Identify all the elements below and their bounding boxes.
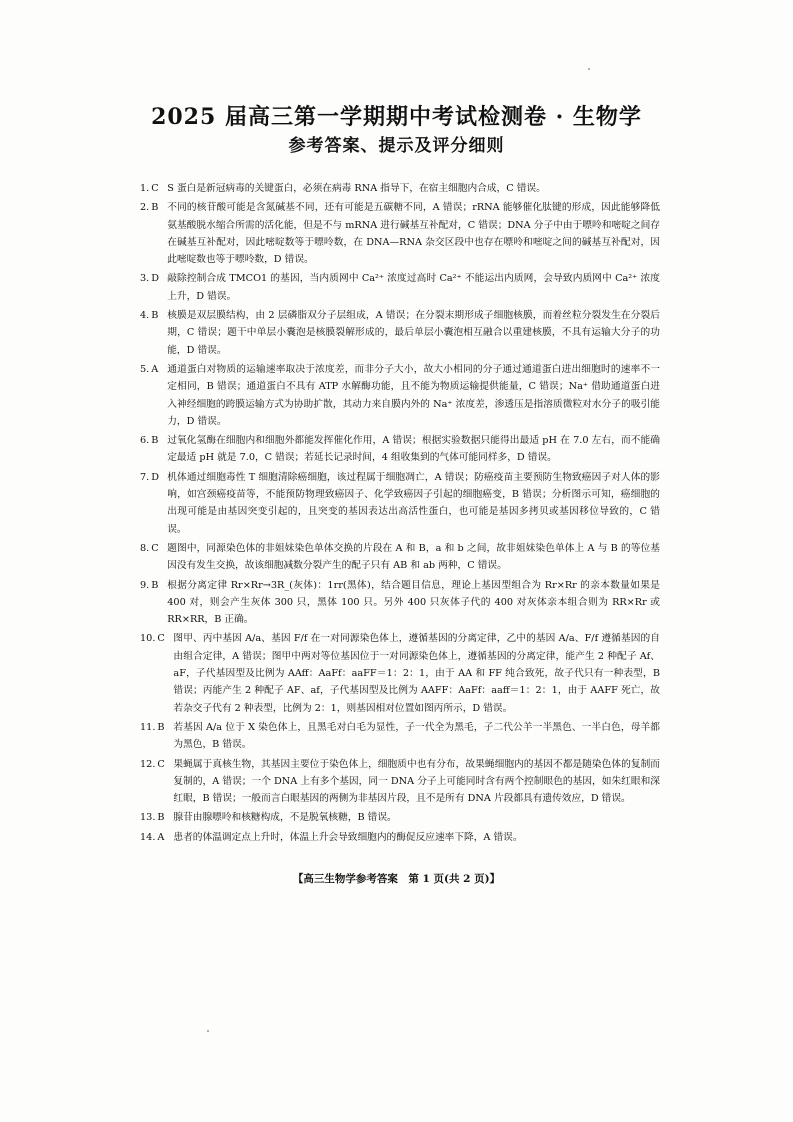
answer-item bbox=[140, 432, 660, 467]
answer-explanation: S 蛋白是新冠病毒的关键蛋白，必须在病毒 RNA 指导下，在宿主细胞内合成，C 错误。 bbox=[167, 183, 546, 194]
answer-item bbox=[140, 199, 660, 268]
answer-letter: B bbox=[151, 435, 159, 447]
question-label bbox=[140, 199, 167, 268]
question-number: 13. bbox=[140, 812, 156, 824]
question-number: 3. bbox=[140, 273, 150, 285]
question-number: 7. bbox=[140, 471, 150, 483]
question-label bbox=[140, 829, 173, 846]
answer-explanation: 核膜是双层膜结构，由 2 层磷脂双分子层组成，A 错误；在分裂末期形成子细胞核膜，而着丝粒分裂发生在分裂后期，C 错误；题干中单层小囊泡是核膜裂解形成的，最后单层小囊泡相互融合以重建核膜，不具有运输大分子的功能，D 错误。 bbox=[167, 310, 660, 356]
question-label bbox=[140, 630, 173, 716]
answer-letter: B bbox=[157, 812, 165, 824]
question-number: 9. bbox=[140, 579, 150, 591]
scan-speck bbox=[588, 68, 590, 70]
answer-explanation: 过氧化氢酶在细胞内和细胞外都能发挥催化作用，A 错误；根据实验数据只能得出最适 pH 在 7.0 左右，而不能确定最适 pH 就是 7.0，C 错误；若延长记录时间，4 组收集到的气体可能同样多，D 错误。 bbox=[167, 435, 660, 464]
question-number: 8. bbox=[140, 542, 150, 554]
answer-item bbox=[140, 756, 660, 808]
answer-explanation: 图甲、丙中基因 A/a、基因 F/f 在一对同源染色体上，遵循基因的分离定律，乙中的基因 A/a、F/f 遵循基因的自由组合定律，A 错误；图甲中两对等位基因位于一对同源染色体上，遵循基因的分离定律，能产生 2 种配子 Af、aF，子代基因型及比例为 AAff：AaFf：aaFF＝1：2：1，由于 AA 和 FF 纯合致死，故子代只有一种表型，B 错误；丙能产生 2 种配子 AF、af，子代基因型及比例为 AAFF：AaFf：aaff＝1：2：1，由于 AAFF 死亡，故若杂交子代有 2 种表型，比例为 2：1，则基因相对位置如图丙所示，D 错误。 bbox=[173, 633, 660, 714]
document-subtitle: 参考答案、提示及评分细则 bbox=[288, 136, 505, 156]
answer-item bbox=[140, 361, 660, 430]
answer-item bbox=[140, 270, 660, 305]
question-number: 5. bbox=[140, 363, 150, 375]
question-number: 1. bbox=[140, 183, 150, 194]
answer-item bbox=[140, 307, 660, 359]
question-label bbox=[140, 361, 167, 430]
answer-item bbox=[140, 719, 660, 754]
answer-explanation: 根据分离定律 Rr×Rr→3R_(灰体)：1rr(黑体)，结合题目信息，理论上基因型组合为 Rr×Rr 的亲本数量如果是 400 对，则会产生灰体 300 只，黑体 100 只。另外 400 只灰体子代的 400 对灰体亲本组合则为 RR×Rr 或 RR×RR，B 正确。 bbox=[167, 579, 660, 626]
page-footer: 【高三生物学参考答案 第 1 页(共 2 页)】 bbox=[292, 873, 501, 885]
question-number: 6. bbox=[140, 435, 150, 447]
document-title: 2025 届高三第一学期期中考试检测卷 · 生物学 bbox=[151, 104, 642, 130]
question-label bbox=[140, 719, 173, 754]
answer-letter: C bbox=[151, 183, 159, 194]
question-number: 11. bbox=[140, 721, 156, 733]
question-number: 2. bbox=[140, 202, 150, 214]
answer-explanation: 敲除控制合成 TMCO1 的基因，当内质网中 Ca²⁺ 浓度过高时 Ca²⁺ 不能运出内质网，会导致内质网中 Ca²⁺ 浓度上升，D 错误。 bbox=[167, 273, 660, 302]
answer-explanation: 患者的体温调定点上升时，体温上升会导致细胞内的酶促反应速率下降，A 错误。 bbox=[173, 831, 523, 843]
question-label bbox=[140, 577, 167, 629]
answer-item bbox=[140, 829, 660, 846]
answer-letter: D bbox=[151, 471, 160, 483]
question-label bbox=[140, 307, 167, 359]
answer-letter: B bbox=[151, 202, 159, 214]
answer-letter: B bbox=[151, 579, 159, 591]
answer-letter: C bbox=[157, 633, 165, 645]
answer-letter: D bbox=[151, 273, 160, 285]
answer-letter: A bbox=[157, 831, 165, 843]
answer-letter: C bbox=[151, 542, 159, 554]
answer-letter: A bbox=[151, 363, 159, 375]
scan-speck bbox=[207, 1030, 209, 1032]
question-label bbox=[140, 180, 167, 197]
question-label bbox=[140, 540, 167, 575]
answer-item bbox=[140, 809, 660, 826]
question-number: 12. bbox=[140, 758, 156, 770]
question-label bbox=[140, 432, 167, 467]
answer-letter: B bbox=[151, 310, 159, 322]
question-number: 14. bbox=[140, 831, 156, 843]
question-label bbox=[140, 756, 173, 808]
answer-item bbox=[140, 630, 660, 716]
answer-explanation: 若基因 A/a 位于 X 染色体上，且黑毛对白毛为显性，子一代全为黑毛，子二代公羊一半黑色、一半白色，母羊都为黑色，B 错误。 bbox=[173, 721, 660, 751]
answer-explanation: 通道蛋白对物质的运输速率取决于浓度差，而非分子大小，故大小相同的分子通过通道蛋白进出细胞时的速率不一定相同，B 错误；通道蛋白不具有 ATP 水解酶功能，且不能为物质运输提供能量，C 错误；Na⁺ 借助通道蛋白进入神经细胞的跨膜运输方式为协助扩散，其动力来自膜内外的 Na⁺ 浓度差，渗透压是指溶质微粒对水分子的吸引能力，D 错误。 bbox=[167, 363, 660, 427]
question-label bbox=[140, 469, 167, 538]
answer-explanation: 果蝇属于真核生物，其基因主要位于染色体上，细胞质中也有分布，故果蝇细胞内的基因不都是随染色体的复制而复制的，A 错误；一个 DNA 上有多个基因，同一 DNA 分子上可能同时含有两个控制眼色的基因，如朱红眼和深红眼，B 错误；一般而言白眼基因的两侧为非基因片段，且不是所有 DNA 片段都具有遗传效应，D 错误。 bbox=[173, 758, 660, 805]
answer-list bbox=[140, 180, 660, 848]
answer-letter: B bbox=[157, 721, 165, 733]
question-label bbox=[140, 809, 173, 826]
question-number: 10. bbox=[140, 633, 156, 645]
answer-item bbox=[140, 577, 660, 629]
answer-letter: C bbox=[157, 758, 165, 770]
answer-explanation: 不同的核苷酸可能是含氮碱基不同，还有可能是五碳糖不同，A 错误；rRNA 能够催化肽键的形成，因此能够降低氨基酸脱水缩合所需的活化能，但是不与 mRNA 进行碱基互补配对，C 错误；DNA 分子中由于嘌呤和嘧啶之间存在碱基互补配对，因此嘧啶数等于嘌呤数，在 DNA—RNA 杂交区段中也存在嘌呤和嘧啶之间的碱基互补配对，因此嘧啶数也等于嘌呤数，D 错误。 bbox=[167, 202, 660, 266]
answer-item bbox=[140, 540, 660, 575]
question-number: 4. bbox=[140, 310, 150, 322]
answer-explanation: 机体通过细胞毒性 T 细胞清除癌细胞，该过程属于细胞凋亡，A 错误；防癌疫苗主要预防生物致癌因子对人体的影响，如宫颈癌疫苗等，不能预防物理致癌因子、化学致癌因子引起的细胞癌变，B 错误；分析图示可知，癌细胞的出现可能是由基因突变引起的，且突变的基因表达出高活性蛋白，也可能是基因多拷贝或基因移位导致的，C 错误。 bbox=[167, 471, 660, 535]
answer-explanation: 题图中，同源染色体的非姐妹染色单体交换的片段在 A 和 B，a 和 b 之间，故非姐妹染色单体上 A 与 B 的等位基因没有发生交换，故该细胞减数分裂产生的配子只有 AB 和 ab 两种，C 错误。 bbox=[167, 542, 660, 572]
question-label bbox=[140, 270, 167, 305]
answer-explanation: 腺苷由腺嘌呤和核糖构成，不是脱氧核糖，B 错误。 bbox=[173, 812, 397, 824]
answer-item bbox=[140, 180, 660, 197]
answer-item bbox=[140, 469, 660, 538]
